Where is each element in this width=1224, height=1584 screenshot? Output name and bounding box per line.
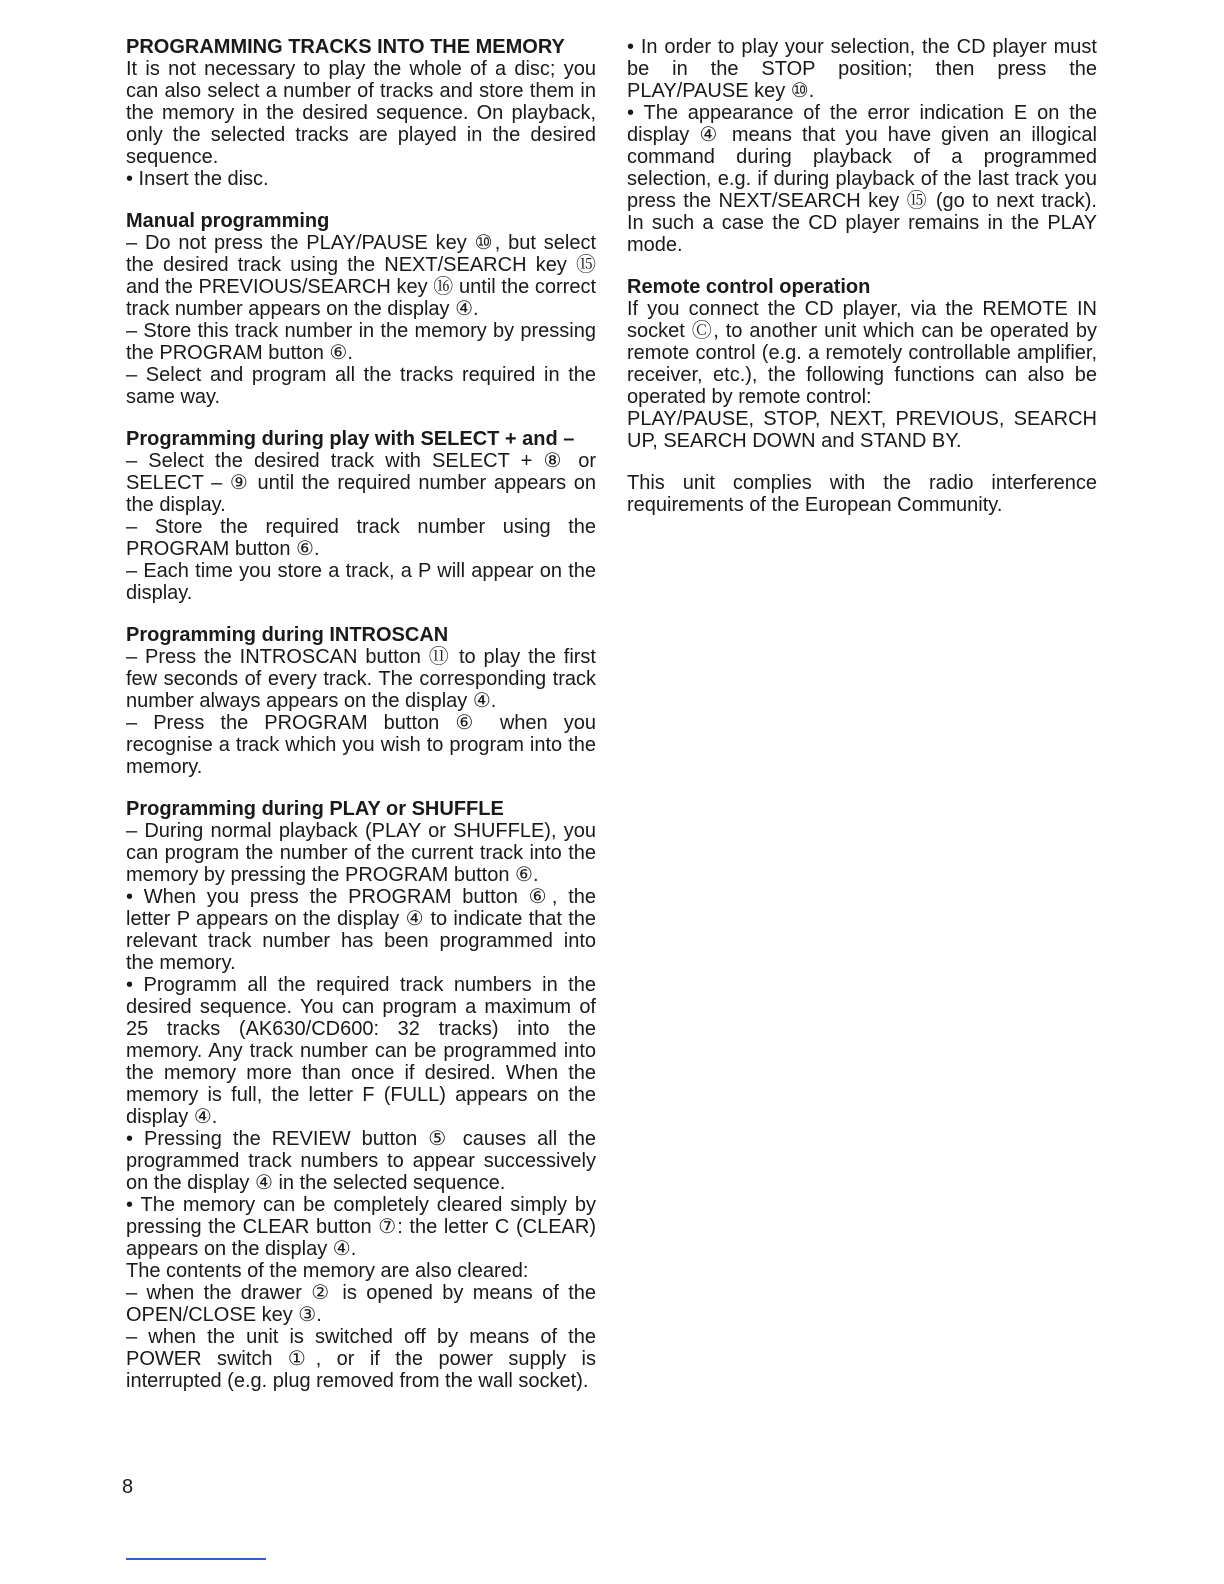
footer-rule (126, 1558, 266, 1560)
section-remote-control (627, 276, 1097, 452)
section-heading: PROGRAMMING TRACKS INTO THE MEMORY (126, 36, 565, 58)
section-heading: Programming during PLAY or SHUFFLE (126, 798, 504, 820)
right-column (627, 36, 1097, 536)
paragraph: • The memory can be completely cleared simply by pressing the CLEAR button ⑦: the letter C (CLEAR) appears on the display ④. (126, 1194, 596, 1260)
paragraph: • Insert the disc. (126, 168, 269, 190)
section-heading: Remote control operation (627, 276, 871, 298)
paragraph: If you connect the CD player, via the REMOTE IN socket Ⓒ, to another unit which can be operated by remote control (e.g. a remotely controllable amplifier, receiver, etc.), the following functions can also be operated by remote control: (627, 298, 1097, 408)
paragraph: – Press the INTROSCAN button ⑪ to play the first few seconds of every track. The corresponding track number always appears on the display ④. (126, 646, 596, 712)
paragraph: – Do not press the PLAY/PAUSE key ⑩, but select the desired track using the NEXT/SEARCH key ⑮ and the PREVIOUS/SEARCH key ⑯ until the correct track number appears on the display ④. (126, 232, 596, 320)
paragraph: – Select and program all the tracks required in the same way. (126, 364, 596, 408)
paragraph: – Store this track number in the memory by pressing the PROGRAM button ⑥. (126, 320, 596, 364)
section-heading: Programming during INTROSCAN (126, 624, 449, 646)
paragraph: • Pressing the REVIEW button ⑤ causes all the programmed track numbers to appear successively on the display ④ in the selected sequence. (126, 1128, 596, 1194)
section-heading: Manual programming (126, 210, 330, 232)
paragraph: • The appearance of the error indication E on the display ④ means that you have given an illogical command during playback of a programmed selection, e.g. if during playback of the last track you press the NEXT/SEARCH key ⑮ (go to next track). In such a case the CD player remains in the PLAY mode. (627, 102, 1097, 256)
paragraph: The contents of the memory are also cleared: (126, 1260, 529, 1282)
section-programming-tracks (126, 36, 596, 190)
paragraph: • Programm all the required track numbers in the desired sequence. You can program a maximum of 25 tracks (AK630/CD600: 32 tracks) into the memory. Any track number can be programmed into the memory more than once if desired. When the memory is full, the letter F (FULL) appears on the display ④. (126, 974, 596, 1128)
paragraph: – Press the PROGRAM button ⑥ when you recognise a track which you wish to program into the memory. (126, 712, 596, 778)
section-programming-introscan (126, 624, 596, 778)
paragraph: – Each time you store a track, a P will appear on the display. (126, 560, 596, 604)
section-manual-programming (126, 210, 596, 408)
paragraph: – During normal playback (PLAY or SHUFFLE), you can program the number of the current track into the memory by pressing the PROGRAM button ⑥. (126, 820, 596, 886)
section-compliance (627, 472, 1097, 516)
page-number: 8 (122, 1476, 134, 1498)
paragraph: It is not necessary to play the whole of a disc; you can also select a number of tracks and store them in the memory in the desired sequence. On playback, only the selected tracks are played in the desired sequence. (126, 58, 596, 168)
section-programming-select (126, 428, 596, 604)
paragraph: – Select the desired track with SELECT + ⑧ or SELECT – ⑨ until the required number appears on the display. (126, 450, 596, 516)
paragraph: – when the drawer ② is opened by means of the OPEN/CLOSE key ③. (126, 1282, 596, 1326)
paragraph: PLAY/PAUSE, STOP, NEXT, PREVIOUS, SEARCH UP, SEARCH DOWN and STAND BY. (627, 408, 1097, 452)
paragraph: • In order to play your selection, the CD player must be in the STOP position; then press the PLAY/PAUSE key ⑩. (627, 36, 1097, 102)
section-heading: Programming during play with SELECT + and – (126, 428, 575, 450)
left-column (126, 36, 596, 1412)
paragraph: • When you press the PROGRAM button ⑥, the letter P appears on the display ④ to indicate that the relevant track number has been programmed into the memory. (126, 886, 596, 974)
paragraph: This unit complies with the radio interference requirements of the European Community. (627, 472, 1097, 516)
paragraph: – when the unit is switched off by means of the POWER switch ①, or if the power supply is interrupted (e.g. plug removed from the wall socket). (126, 1326, 596, 1392)
paragraph: – Store the required track number using the PROGRAM button ⑥. (126, 516, 596, 560)
section-programming-play-shuffle (126, 798, 596, 1392)
section-play-selection (627, 36, 1097, 256)
